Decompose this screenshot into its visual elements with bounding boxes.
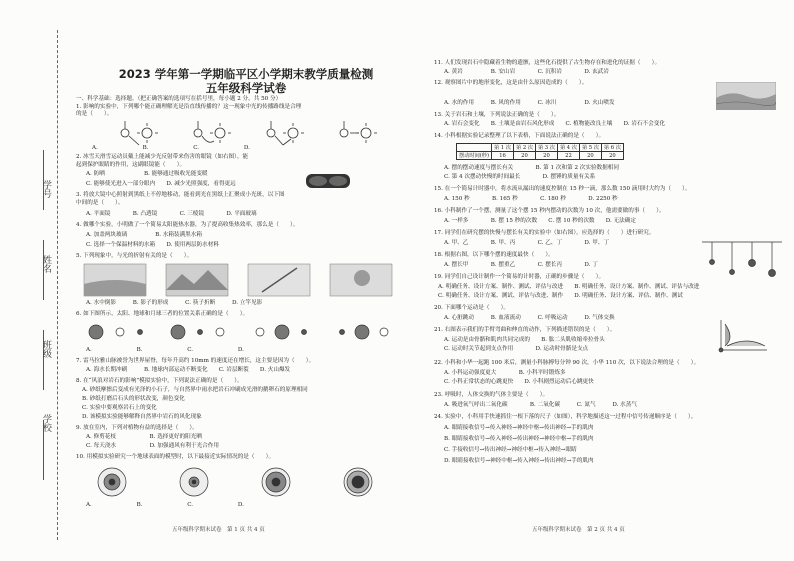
pendulum-figure [702, 240, 782, 280]
q14-options-cd: C. 第 4 次摆动快慢的时间最长 D. 摆锤的质量有关系 [444, 174, 596, 180]
q8-option-b: B. 砂纸打磨后石头的形状改变，颜色变化 [82, 396, 185, 402]
q3-options: A. 平面镜 B. 凸透镜 C. 三棱镜 D. 平面玻璃 [86, 211, 257, 217]
q6-options: A. B. C. D. [86, 347, 244, 353]
q10-diagrams [82, 464, 412, 500]
q8-option-c: C. 实验中要观察岩石上的变化 [82, 405, 157, 411]
q9-options-ab: A. 修剪花枝 B. 选择更好的阳光晒 [86, 434, 202, 440]
question-8: 8. 在“风浪对岩石的影响”模拟实验中，下列说法正确的是（ ）。 [76, 378, 243, 384]
question-17: 17. 同学们在研究摆的快慢与摆长有关的实验中（如右图），应选择的（ ）进行研究。 [434, 230, 655, 236]
page-footer-2: 五年级科学期末试卷 第 2 页 共 4 页 [532, 527, 625, 533]
question-22: 22. 小科和小华一起跑 100 米后，测量小科脉搏每分钟 90 次，小华 110 次，以下说法合理的是（ ）。 [434, 360, 700, 366]
table-cell: 20 [579, 152, 601, 160]
landform-photo [716, 82, 776, 110]
q4-options-ab: A. 加盖两块玻璃 B. 水箱装满黑水箱 [86, 232, 202, 238]
table-cell: 第 3 次 [535, 144, 557, 152]
q24-option-a: A. 眼睛接收信号→传入神经→神经中枢→传出神经→手的肌肉 [444, 425, 594, 431]
table-cell: 20 [513, 152, 535, 160]
q22-options-ab: A. 小科运动强度更大 B. 小科平时锻炼多 [444, 370, 566, 376]
table-cell: 第 1 次 [492, 144, 514, 152]
exam-title: 2023 学年第一学期临平区小学期末教学质量检测 [118, 67, 374, 81]
cut-line [57, 30, 58, 540]
q21-options-ab: A. 运动是由骨骼和肌肉共同完成的 B. 肱二头肌收缩牵拉骨头 [444, 337, 605, 343]
q9-options-cd: C. 每天浇水 D. 加强通风有利于光合作用 [86, 443, 219, 449]
section-heading: 一、科学基础：选择题。（把正确答案的选项写在括号里，每小题 2 分，共 50 分） [76, 96, 282, 102]
question-4: 4. 做哪个实验，小明做了一个简易太阳能热水器，为了提高收集热效率，那么是（ ）。 [76, 222, 299, 228]
q14-options-ab: A. 摆的摆动速度与摆长有关 B. 第 1 次和第 2 次实验数据相同 [444, 165, 619, 171]
table-cell: 第 4 次 [557, 144, 579, 152]
arm-muscle-figure [717, 316, 777, 356]
question-16: 16. 小科制作了一个摆，测量了这个摆 15 秒内摆动的次数为 10 次，他需要做的事（ ）。 [434, 208, 665, 214]
binding-margin [0, 0, 68, 561]
q24-option-c: C. 手接收信号→传出神经→神经中枢→传入神经→眼睛 [444, 447, 577, 453]
table-cell: 第 5 次 [579, 144, 601, 152]
table-header-row [457, 144, 624, 152]
q19-options-cd: C. 明确任务、设计方案、测试、评估与改进、制作 D. 明确任务、设计方案、评估、制作、测试 [438, 293, 683, 299]
page-1 [72, 0, 420, 561]
table-cell [457, 144, 492, 152]
question-2-cont: 起到保护眼睛的作用，这副眼镜能（ ）。 [76, 162, 186, 168]
table-cell: 22 [557, 152, 579, 160]
question-15: 15. 在一个简易计时器中，将水流从漏出的速度控制在 15 秒一滴，那么数 150 滴用时大约为（ ）。 [434, 186, 691, 192]
q12-options: A. 水的作用 B. 风的作用 C. 冰川 D. 火山喷发 [444, 100, 615, 106]
question-19: 19. 同学们自己设计制作一个简易的计时器，正确的步骤是（ ）。 [434, 274, 605, 280]
q15-options: A. 150 秒 B. 165 秒 C. 180 秒 D. 2250 秒 [444, 196, 618, 202]
q19-options-ab: A. 明确任务、设计方案、制作、测试、评估与改进 B. 明确任务、设计方案、制作、测试、评估与改进 [438, 284, 700, 290]
q20-options: A. 心脏跳动 B. 血液流动 C. 呼吸运动 D. 气体交换 [444, 315, 615, 321]
q22-options-cd: C. 小科正常状态的心跳更快 D. 小科剧烈运动后心跳更快 [444, 379, 594, 385]
question-2: 2. 冰雪天滑雪运动员戴上能减少光反射带来伤害的眼镜（如右图），能 [76, 154, 249, 160]
q23-options: A. 吸进氧气呼出二氧化碳 B. 二氧化碳 C. 氮气 D. 水蒸气 [444, 402, 637, 408]
pendulum-table [456, 143, 624, 160]
q5-options: A. 水中倒影 B. 影子的形成 C. 筷子折断 D. 立竿见影 [86, 300, 263, 306]
question-5: 5. 下列现象中，与光的折射有关的是（ ）。 [76, 253, 193, 259]
fill-line [43, 330, 44, 390]
exam-subtitle: 五年级科学试卷 [205, 81, 287, 95]
q11-options: A. 黄岩 B. 安山岩 C. 沉积岩 D. 玄武岩 [444, 69, 609, 75]
q8-option-d: D. 该模拟实验能够解释自然界中岩石的风化现象 [82, 414, 202, 420]
table-cell: 16 [492, 152, 514, 160]
table-cell: 20 [535, 152, 557, 160]
label-class: 班级 [41, 340, 51, 358]
goggles-image [304, 170, 352, 190]
question-9: 9. 放在室内，下列对植物有益的选择是（ ）。 [76, 425, 198, 431]
q6-diagrams [82, 320, 412, 346]
page-2 [432, 0, 787, 561]
question-14: 14. 小科根据实验记录整理了以下表格，下面说法正确的是（ ）。 [434, 133, 605, 139]
page-footer-1: 五年级科学期末试卷 第 1 页 共 4 页 [172, 527, 265, 533]
q21-options-cd: C. 运动时关节起到支点作用 D. 运动时骨骼是支点 [444, 346, 589, 352]
label-student-id: 学号 [41, 180, 51, 198]
q7-options: A. 海水长期冲刷 B. 地球内部运动不断变化 C. 岩层断裂 D. 火山爆发 [86, 367, 291, 373]
question-24: 24. 实验中，小科用手快速抓住一根下落的尺子（如图），科学地描述这一过程中信号传递顺序是（ ）。 [434, 414, 697, 420]
table-cell: 第 2 次 [513, 144, 535, 152]
q1-options: A. B. C. D. [92, 145, 250, 151]
table-cell: 第 6 次 [601, 144, 623, 152]
q5-photos [82, 262, 412, 298]
question-1-cont: 的是（ ）。 [76, 111, 113, 117]
question-3: 3. 将放大镜中心照射到黑纸上不停地移动，能看到光在黑纸上汇聚成小光斑，以下图 [76, 192, 285, 198]
q4-options-cd: C. 选择一个保温材料的水箱 D. 使用两层防水材料 [86, 242, 219, 248]
q2-options-ab: A. 防晒 B. 能够通过吸收光能变暖 [86, 171, 208, 177]
q13-options: A. 岩石会变化 B. 土壤是由岩石风化形成 C. 植物能改良土壤 D. 岩石不会变化 [444, 121, 665, 127]
q10-options: A. B. C. D. [86, 502, 244, 508]
question-3-cont: 中间的是（ ）。 [76, 200, 124, 206]
question-13: 13. 关于岩石和土壤，下列说法正确的是（ ）。 [434, 112, 560, 118]
q1-figures [112, 116, 402, 146]
q17-options: A. 甲、乙 B. 甲、丙 C. 乙、丁 D. 甲、丁 [444, 240, 609, 246]
q24-option-d: D. 眼睛接收信号→神经中枢→传入神经→传出神经→手的肌肉 [444, 458, 594, 464]
question-18: 18. 根据右图，以下哪个摆的速度最快（ ）。 [434, 252, 554, 258]
question-10: 10. 用模拟实验研究一个地球表面的模型时，以下最接近实际情况的是（ ）。 [76, 454, 275, 460]
label-school: 学校 [41, 414, 51, 432]
q2-options-cd: C. 能够使光进入一部分眼内 D. 减少光照强度，看得更远 [86, 181, 236, 187]
table-cell: 摆动时间(秒) [457, 152, 492, 160]
question-6: 6. 如下图所示，太阳、地球和月球三者的位置关系正确的是（ ）。 [76, 311, 249, 317]
question-20: 20. 下面哪个运动是（ ）。 [434, 305, 509, 311]
q24-option-b: B. 眼睛接收信号→传入神经→传出神经→神经中枢→手的肌肉 [444, 436, 594, 442]
question-7: 7. 雷马拉雅山脉被誉为世界屋脊，每年升高约 10mm 的速度还在增长，这主要是因为（ ）。 [76, 358, 315, 364]
label-name: 姓名 [41, 255, 51, 273]
table-cell: 20 [601, 152, 623, 160]
question-1: 1. 影响的实验中，下列哪个能正确理解光是沿直线传播的？这一现象中光的传播路线是合理 [76, 104, 302, 110]
question-11: 11. 人们发现岩石中隐藏着生物的遗骸，这些化石提供了古生物存在和进化的证据（ ）。 [434, 60, 661, 66]
q8-option-a: A. 砂纸摩擦后变成有光泽的小石子，与自然界中雨水把岩石冲刷成光滑的鹅卵石的原理相同 [82, 387, 308, 393]
table-row [457, 152, 624, 160]
question-23: 23. 呼吸时，人体交换的气体主要是（ ）。 [434, 392, 549, 398]
q18-options: A. 摆长甲 B. 摆重乙 C. 摆长丙 D. 丁 [444, 262, 598, 268]
question-21: 21. 右图表示我们的手臂弯曲和伸直的动作，下列描述错误的是（ ）。 [434, 327, 616, 333]
q16-options: A. 一样多 B. 摆 15 秒的次数 C. 摆 10 秒的次数 D. 无法确定 [444, 218, 636, 224]
question-12: 12. 观察图片中的地形变化，这是由什么原因造成的（ ）。 [434, 80, 588, 86]
